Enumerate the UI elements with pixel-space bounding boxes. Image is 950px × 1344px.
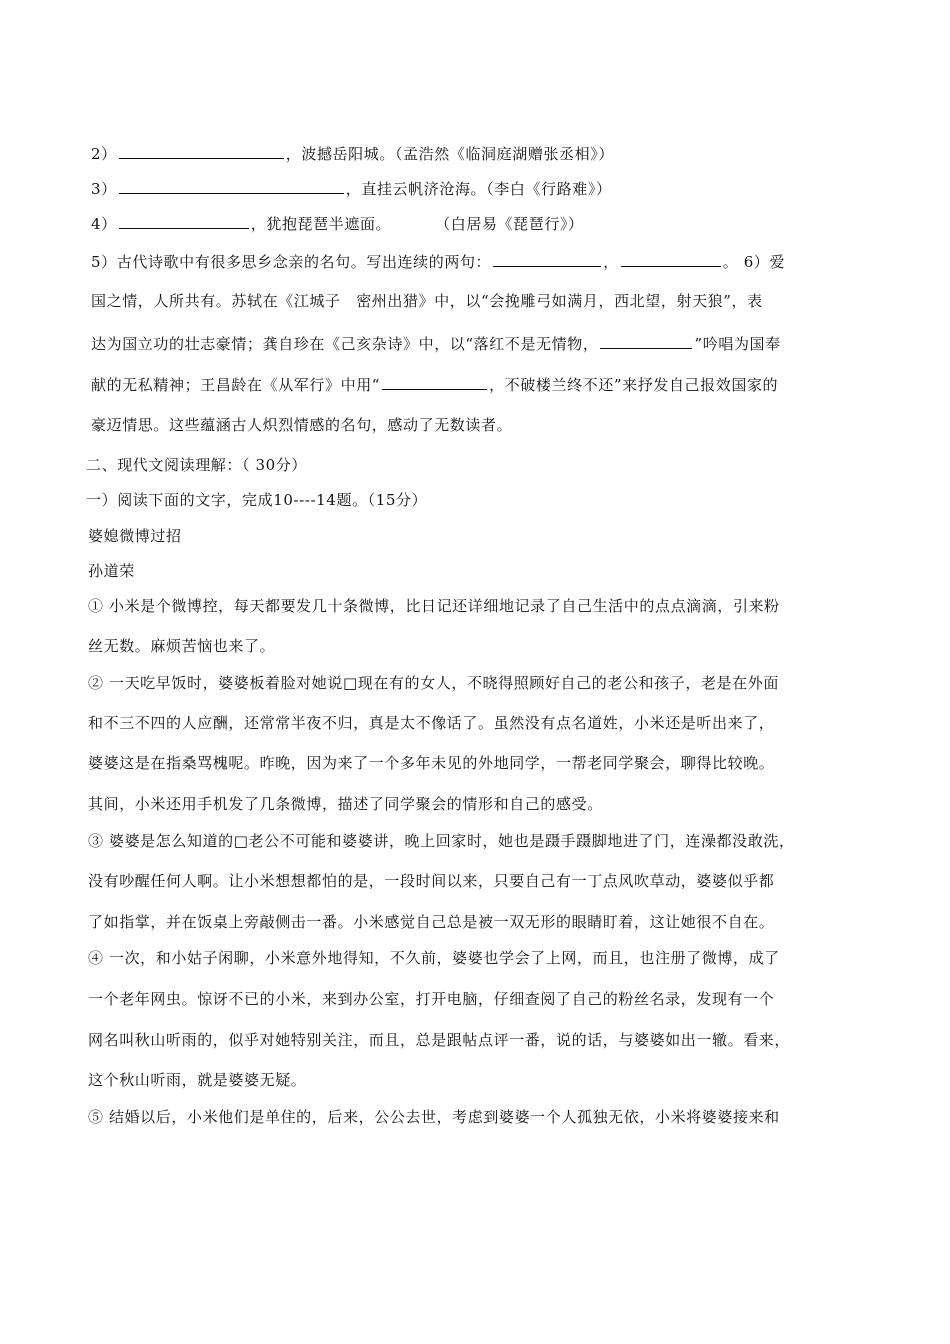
answer-blank[interactable] (621, 251, 721, 267)
question-number: 3） (91, 180, 117, 198)
question-text: ，波撼岳阳城。（孟浩然《临洞庭湖赠张丞相》） (285, 145, 614, 163)
poetry-question-2 (91, 143, 614, 164)
poetry-question-4 (91, 213, 584, 234)
answer-blank[interactable] (119, 143, 284, 159)
question-text: ，犹抱琵琶半遮面。 (250, 215, 392, 233)
poetry-question-6-line2: 国之情，人所共有。苏轼在《江城子 密州出猎》中，以“会挽雕弓如满月，西北望，射天狼”，表 (91, 292, 763, 310)
paragraph-line: ① 小米是个微博控，每天都要发几十条微博，比日记还详细地记录了自己生活中的点点滴滴，引来粉 (88, 597, 780, 615)
paragraph-line: 没有吵醒任何人啊。让小米想想都怕的是，一段时间以来，只要自己有一丁点风吹草动，婆婆似乎都 (88, 872, 775, 890)
question-text: ”吟唱为国奉 (694, 335, 781, 353)
question-text: ，直挂云帆济沧海。（李白《行路难》） (345, 180, 612, 198)
paragraph-line: ③ 婆婆是怎么知道的□老公不可能和婆婆讲，晚上回家时，她也是蹑手蹑脚地进了门，连澡都没敢洗， (88, 832, 795, 850)
paragraph-line: 和不三不四的人应酬，还常常半夜不归，真是太不像话了。虽然没有点名道姓，小米还是听出来了， (88, 714, 775, 732)
poetry-question-6-line5: 豪迈情思。这些蕴涵古人炽烈情感的名句，感动了无数读者。 (91, 416, 513, 434)
poetry-question-6-line4 (91, 374, 778, 395)
poetry-question-6-line3 (91, 333, 781, 354)
paragraph-line: 一个老年网虫。惊讶不已的小米，来到办公室，打开电脑，仔细查阅了自己的粉丝名录，发现有一个 (88, 990, 775, 1008)
paragraph-line: 这个秋山听雨，就是婆婆无疑。 (88, 1071, 307, 1089)
paragraph-line: ② 一天吃早饭时，婆婆板着脸对她说□现在有的女人，不晓得照顾好自己的老公和孩子，老是在外面 (88, 674, 779, 692)
answer-blank[interactable] (119, 213, 249, 229)
paragraph-line: ⑤ 结婚以后，小米他们是单住的，后来，公公去世，考虑到婆婆一个人孤独无依，小米将婆婆接来和 (88, 1108, 780, 1126)
paragraph-line: 丝无数。麻烦苦恼也来了。 (88, 637, 276, 655)
question-source: （白居易《琵琶行》） (435, 215, 584, 233)
paragraph-line: 其间，小米还用手机发了几条微博，描述了同学聚会的情形和自己的感受。 (88, 795, 603, 813)
article-author: 孙道荣 (88, 562, 135, 580)
question-text: 。 6）爱 (722, 253, 786, 271)
question-text: ，不破楼兰终不还”来抒发自己报效国家的 (489, 376, 779, 394)
paragraph-line: 婆婆这是在指桑骂槐呢。昨晚，因为来了一个多年未见的外地同学，一帮老同学聚会，聊得比较晚。 (88, 754, 775, 772)
question-number: 2） (91, 145, 117, 163)
answer-blank[interactable] (600, 333, 692, 349)
question-text: 献的无私精神；王昌龄在《从军行》中用“ (91, 376, 381, 394)
paragraph-line: 网名叫秋山听雨的，似乎对她特别关注，而且，总是跟帖点评一番，说的话，与婆婆如出一辙。看来， (88, 1031, 791, 1049)
question-number: 4） (91, 215, 117, 233)
answer-blank[interactable] (382, 374, 487, 390)
question-text: 达为国立功的壮志豪情；龚自珍在《己亥杂诗》中，以“落红不是无情物， (91, 335, 599, 353)
paragraph-line: ④ 一次，和小姑子闲聊，小米意外地得知，不久前，婆婆也学会了上网，而且，也注册了微博，成了 (88, 949, 780, 967)
answer-blank[interactable] (119, 178, 344, 194)
article-title: 婆媳微博过招 (88, 527, 182, 545)
paragraph-line: 了如指掌，并在饭桌上旁敲侧击一番。小米感觉自己总是被一双无形的眼睛盯着，这让她很不自在。 (88, 913, 775, 931)
section-subheading: 一）阅读下面的文字，完成10----14题。（15分） (86, 491, 428, 509)
answer-blank[interactable] (493, 251, 601, 267)
question-text: 5）古代诗歌中有很多思乡念亲的名句。写出连续的两句： (91, 253, 492, 271)
comma: ， (603, 253, 619, 271)
poetry-question-5-line1 (91, 251, 785, 272)
poetry-question-3 (91, 178, 612, 199)
section-heading: 二、现代文阅读理解：（ 30分） (86, 456, 307, 474)
